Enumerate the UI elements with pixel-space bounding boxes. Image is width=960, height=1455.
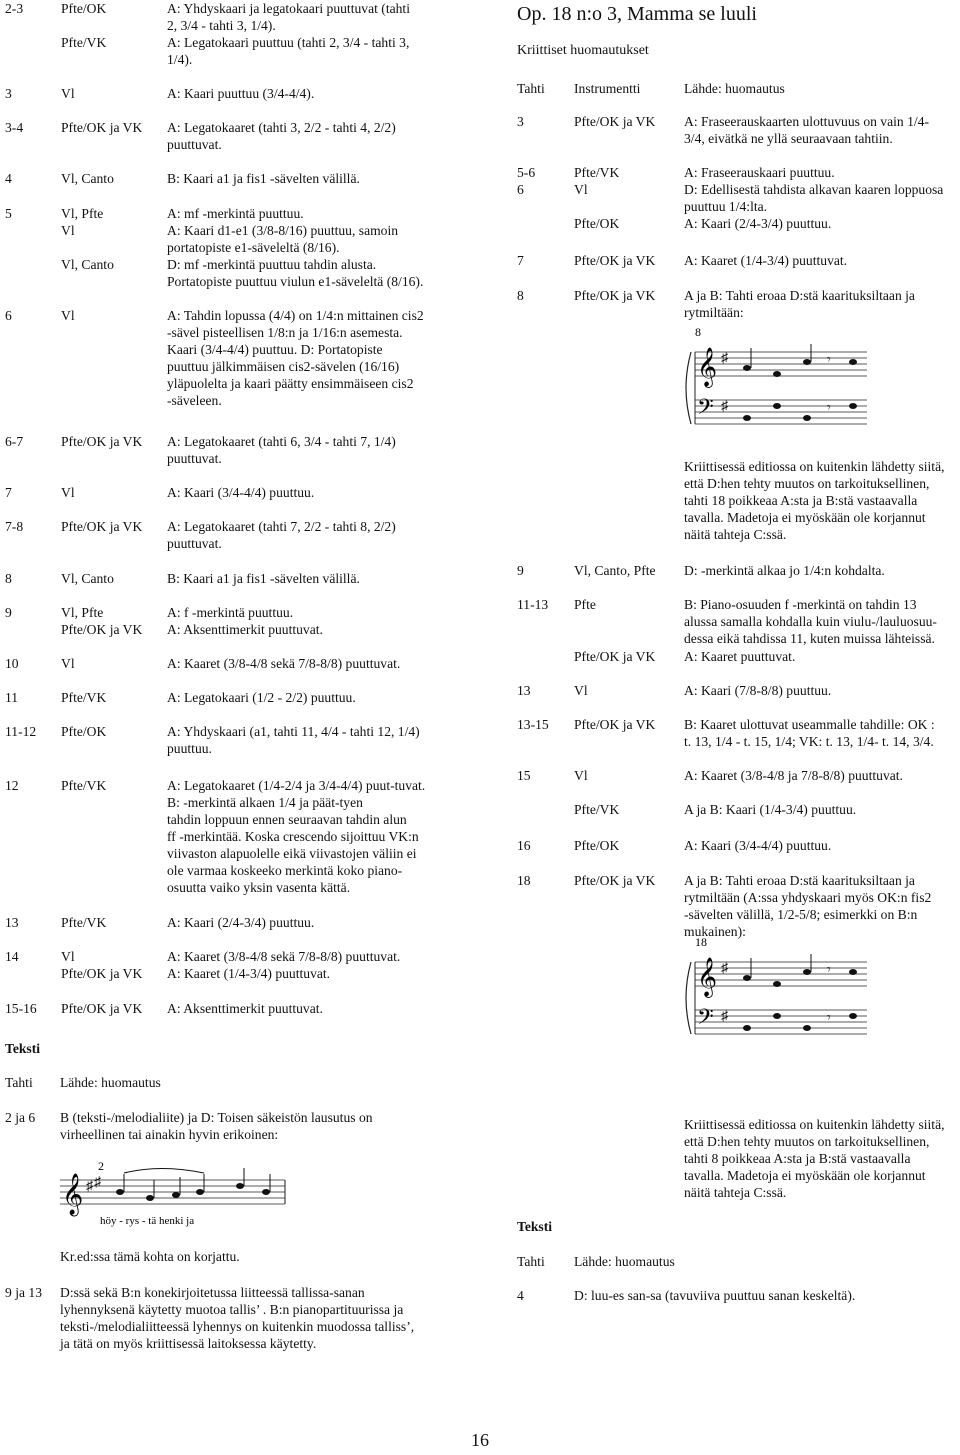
remark-line: rytmiltään: [684, 305, 744, 320]
remark [684, 113, 960, 147]
column-header-lahde: Lähde: huomautus [684, 81, 785, 96]
bar-number: 18 [517, 873, 531, 888]
remark-line: A: Kaari (2/4-3/4) puuttuu. [167, 915, 315, 930]
remark-line: A: Kaaret puuttuvat. [684, 649, 796, 664]
remark-line: D: -merkintä alkaa jo 1/4:n kohdalta. [684, 563, 885, 578]
remark [167, 170, 443, 187]
remark-line: A ja B: Tahti eroaa D:stä kaarituksiltaan ja [684, 873, 915, 888]
instrument: Pfte/VK [61, 778, 107, 793]
music-example [677, 322, 960, 432]
remark [167, 0, 443, 34]
caption-line: näitä tahteja C:ssä. [684, 1185, 787, 1200]
instrument: Pfte/OK ja VK [61, 434, 143, 449]
remark-line: A: Kaaret (3/8-4/8 sekä 7/8-8/8) puuttuvat. [167, 656, 401, 671]
instrument: Pfte/VK [574, 165, 620, 180]
remark-line: 1/4). [167, 52, 193, 67]
remark-line: puuttuvat. [167, 536, 222, 551]
remark [684, 872, 960, 940]
instrument: Pfte/VK [61, 690, 107, 705]
remark [167, 777, 443, 896]
remark-line: A: Fraseerauskaarten ulottuvuus on vain 1/4- [684, 114, 930, 129]
instrument: Pfte/OK [61, 724, 107, 739]
bar-number: 15-16 [5, 1001, 37, 1016]
remark-line: B: Kaari a1 ja fis1 -sävelten välillä. [167, 571, 360, 586]
remark-line: -sävelten välillä, 1/2-5/8; esimerkki on B:n [684, 907, 918, 922]
bar-number: 9 [5, 605, 12, 620]
remark [167, 723, 443, 757]
bar-number: 4 [5, 171, 12, 186]
svg-text:𝄾: 𝄾 [827, 963, 831, 978]
remark-line: A: mf -merkintä puuttuu. [167, 206, 304, 221]
document-title: Op. 18 n:o 3, Mamma se luuli [517, 3, 757, 25]
remark [60, 1284, 414, 1352]
caption-line: tavalla. Madetoja ei myöskään ole korjannut [684, 510, 926, 525]
remark [167, 34, 443, 68]
remark [684, 837, 960, 854]
remark-line: A: Legatokaari puuttuu (tahti 2, 3/4 - tahti 3, [167, 35, 410, 50]
correction-note: Kr.ed:ssa tämä kohta on korjattu. [60, 1249, 240, 1264]
remark-line: A: Fraseerauskaari puuttuu. [684, 165, 835, 180]
remark [167, 914, 443, 931]
section-heading: Teksti [517, 1219, 553, 1234]
remark [684, 164, 960, 181]
bar-number: 12 [5, 778, 19, 793]
remark [684, 181, 960, 215]
column-header-instrumentti: Instrumentti [574, 81, 641, 96]
remark [167, 484, 443, 501]
bar-number: 6-7 [5, 434, 24, 449]
bar-number: 7 [5, 485, 12, 500]
instrument: Pfte/OK ja VK [574, 717, 656, 732]
remark-line: puuttuu jälkimmäisen cis2-sävelen (16/16) [167, 359, 400, 374]
remark [167, 222, 443, 256]
remark-line: -säveleen. [167, 393, 222, 408]
remark-line: A: Kaari puuttuu (3/4-4/4). [167, 86, 315, 101]
remark-line: B (teksti-/melodialiite) ja D: Toisen säkeistön lausutus on [60, 1110, 373, 1125]
bar-number: 9 ja 13 [5, 1285, 42, 1300]
remark-line: 3/4, eivätkä ne yllä seuraavaan tahtiin. [684, 131, 893, 146]
remark-line: A: Kaari (3/4-4/4) puuttuu. [684, 838, 832, 853]
instrument: Vl [61, 485, 75, 500]
svg-text:𝄢: 𝄢 [697, 395, 714, 425]
remark-line: A: Legatokaaret (tahti 3, 2/2 - tahti 4, 2/2) [167, 120, 396, 135]
remark-line: B: Kaaret ulottuvat useammalle tahdille: OK : [684, 717, 935, 732]
bar-number: 7 [517, 253, 524, 268]
instrument: Pfte/OK ja VK [61, 622, 143, 637]
instrument: Vl, Canto, Pfte [574, 563, 656, 578]
remark-line: A: Kaari (3/4-4/4) puuttuu. [167, 485, 315, 500]
bar-number: 11-13 [517, 597, 549, 612]
example-caption [684, 458, 945, 543]
remark-line: dessa eikä tahdissa 11, kuten muissa lähteissä. [684, 631, 935, 646]
svg-text:♯: ♯ [721, 1009, 728, 1024]
remark-line: A ja B: Tahti eroaa D:stä kaarituksiltaan ja [684, 288, 915, 303]
bar-number: 3-4 [5, 120, 24, 135]
instrument: Pfte/VK [61, 915, 107, 930]
remark [167, 433, 443, 467]
instrument: Pfte/OK ja VK [574, 873, 656, 888]
measure-number: 2 [98, 1160, 104, 1173]
instrument: Pfte/OK ja VK [61, 120, 143, 135]
remark-line: A: Yhdyskaari (a1, tahti 11, 4/4 - tahti 12, 1/4) [167, 724, 420, 739]
remark-line: alussa samalla kohdalla kuin viulu-/lauluosuu- [684, 614, 937, 629]
remark [167, 85, 443, 102]
remark [167, 518, 443, 552]
remark-line: tahdin loppuun ennen seuraavan tahdin alun [167, 812, 407, 827]
bar-number: 7-8 [5, 519, 24, 534]
instrument: Pfte/OK [61, 1, 107, 16]
instrument: Vl, Canto [61, 571, 114, 586]
remark [167, 1000, 443, 1017]
caption-line: että D:hen tehty muutos on tarkoituksellinen, [684, 476, 930, 491]
bar-number: 2-3 [5, 1, 24, 16]
remark-line: puuttuvat. [167, 137, 222, 152]
caption-line: Kriittisessä editiossa on kuitenkin lähdetty siitä, [684, 459, 945, 474]
remark-line: ja tätä on myös kriittisessä laitoksessa käytetty. [60, 1336, 317, 1351]
remark-line: A: Aksenttimerkit puuttuvat. [167, 1001, 323, 1016]
remark [684, 682, 960, 699]
bar-number: 3 [517, 114, 524, 129]
bar-number: 5-6 [517, 165, 536, 180]
remark-line: D: mf -merkintä puuttuu tahdin alusta. [167, 257, 377, 272]
section-heading: Teksti [5, 1041, 41, 1056]
svg-text:♯: ♯ [721, 351, 728, 366]
remark [167, 119, 443, 153]
instrument: Vl [61, 656, 75, 671]
remark [167, 655, 443, 672]
remark [684, 562, 960, 579]
caption-line: näitä tahteja C:ssä. [684, 527, 787, 542]
instrument: Vl, Canto [61, 257, 114, 272]
remark-line: puuttuu 1/4:lta. [684, 199, 768, 214]
lyrics: höy - rys - tä henki ja [100, 1215, 195, 1227]
remark-line: yläpuolelta ja kaari päätty ensimmäiseen cis2 [167, 376, 414, 391]
remark [684, 648, 960, 665]
remark-line: B: Piano-osuuden f -merkintä on tahdin 13 [684, 597, 917, 612]
instrument: Vl [61, 223, 75, 238]
caption-line: tahti 8 poikkeaa A:sta ja B:stä vastaavalla [684, 1151, 911, 1166]
remark [684, 716, 960, 750]
svg-text:𝄾: 𝄾 [827, 1011, 831, 1026]
remark-line: A: Kaaret (3/8-4/8 sekä 7/8-8/8) puuttuvat. [167, 949, 401, 964]
svg-text:♯: ♯ [721, 399, 728, 414]
instrument: Pfte/VK [61, 35, 107, 50]
instrument: Pfte/OK ja VK [61, 966, 143, 981]
remark [167, 689, 443, 706]
remark-line: lyhennyksenä käytetty muotoa tallis’ . B:n pianopartituurissa ja [60, 1302, 404, 1317]
page-number: 16 [471, 1430, 489, 1450]
remark [167, 205, 443, 222]
bar-number: 16 [517, 838, 531, 853]
remark-line: A: Yhdyskaari ja legatokaari puuttuvat (tahti [167, 1, 410, 16]
bar-number: 15 [517, 768, 531, 783]
svg-text:𝄾: 𝄾 [827, 353, 831, 368]
remark-line: A: Kaaret (1/4-3/4) puuttuvat. [684, 253, 848, 268]
remark-line: portatopiste e1-säveleltä (8/16). [167, 240, 340, 255]
remark [167, 621, 443, 638]
example-caption [684, 1116, 945, 1201]
remark-line: A: Legatokaari (1/2 - 2/2) puuttuu. [167, 690, 356, 705]
remark-line: A: Kaari (7/8-8/8) puuttuu. [684, 683, 832, 698]
bar-number: 8 [517, 288, 524, 303]
remark-line: -sävel pisteellisen 1/8:n ja 1/16:n asemesta. [167, 325, 403, 340]
caption-line: että D:hen tehty muutos on tarkoituksellinen, [684, 1134, 930, 1149]
instrument: Pfte/OK [574, 216, 620, 231]
remark-line: A: Kaaret (1/4-3/4) puuttuvat. [167, 966, 331, 981]
bar-number: 14 [5, 949, 19, 964]
remark [167, 948, 443, 965]
remark [167, 307, 443, 409]
svg-text:♯: ♯ [86, 1179, 93, 1194]
instrument: Vl, Canto [61, 171, 114, 186]
column-header-tahti: Tahti [5, 1075, 33, 1090]
bar-number: 2 ja 6 [5, 1110, 36, 1125]
remark [684, 252, 960, 269]
instrument: Vl [61, 308, 75, 323]
music-example-lyrics [60, 1160, 290, 1230]
bar-number: 6 [5, 308, 12, 323]
remark-line: A: f -merkintä puuttuu. [167, 605, 294, 620]
remark [684, 767, 960, 784]
remark-line: mukainen): [684, 924, 746, 939]
remark [167, 965, 443, 982]
instrument: Pfte/OK ja VK [574, 649, 656, 664]
bar-number: 11-12 [5, 724, 37, 739]
remark [60, 1109, 373, 1143]
remark-line: A: Legatokaaret (tahti 7, 2/2 - tahti 8, 2/2) [167, 519, 396, 534]
remark-line: ff -merkintää. Koska crescendo sijoittuu VK:n [167, 829, 419, 844]
instrument: Pfte [574, 597, 596, 612]
remark-line: rytmiltään (A:ssa yhdyskaari myös OK:n fis2 [684, 890, 932, 905]
remark-line: B: -merkintä alkaen 1/4 ja päät-tyen [167, 795, 363, 810]
svg-text:♯: ♯ [94, 1175, 101, 1190]
remark-line: puuttuu. [167, 741, 212, 756]
remark-line: A: Kaari d1-e1 (3/8-8/16) puuttuu, samoin [167, 223, 399, 238]
instrument: Pfte/VK [574, 802, 620, 817]
remark [684, 801, 960, 818]
instrument: Vl, Pfte [61, 605, 104, 620]
bar-number: 11 [5, 690, 19, 705]
instrument: Pfte/OK [574, 838, 620, 853]
remark-line: A: Tahdin lopussa (4/4) on 1/4:n mittainen cis2 [167, 308, 424, 323]
remark-line: A: Aksenttimerkit puuttuvat. [167, 622, 323, 637]
svg-text:𝄞: 𝄞 [697, 957, 718, 997]
remark-line: viivaston alapuolelle eikä viivastojen väliin ei [167, 846, 417, 861]
remark-line: virheellinen tai ainakin hyvin erikoinen: [60, 1127, 279, 1142]
instrument: Vl [61, 86, 75, 101]
remark-line: A: Kaaret (3/8-4/8 ja 7/8-8/8) puuttuvat. [684, 768, 903, 783]
bar-number: 13-15 [517, 717, 549, 732]
bar-number: 6 [517, 182, 524, 197]
remark [684, 596, 960, 647]
remark-line: B: Kaari a1 ja fis1 -sävelten välillä. [167, 171, 360, 186]
svg-text:𝄢: 𝄢 [697, 1005, 714, 1035]
caption-line: tahti 18 poikkeaa A:sta ja B:stä vastaavalla [684, 493, 918, 508]
instrument: Vl [574, 182, 588, 197]
music-example [677, 932, 960, 1042]
column-header-tahti: Tahti [517, 1254, 545, 1269]
remark: D: luu-es san-sa (tavuviiva puuttuu sanan keskeltä). [574, 1288, 856, 1303]
svg-text:𝄞: 𝄞 [697, 347, 718, 387]
column-header-lahde: Lähde: huomautus [574, 1254, 675, 1269]
remark-line: teksti-/melodialiitteessä lyhennys on kuitenkin muodossa talliss’, [60, 1319, 415, 1334]
remark-line: osuutta vaiko yksin vasenta kättä. [167, 880, 351, 895]
svg-text:𝄞: 𝄞 [62, 1174, 84, 1215]
column-header-tahti: Tahti [517, 81, 545, 96]
remark [167, 570, 443, 587]
remark-line: D:ssä sekä B:n konekirjoitetussa liitteessä tallissa-sanan [60, 1285, 365, 1300]
remark [684, 287, 960, 321]
instrument: Vl, Pfte [61, 206, 104, 221]
remark-line: puuttuvat. [167, 451, 222, 466]
svg-text:♯: ♯ [721, 961, 728, 976]
instrument: Pfte/OK ja VK [574, 288, 656, 303]
remark-line: ole varmaa koskeeko merkintä koko piano- [167, 863, 403, 878]
bar-number: 10 [5, 656, 19, 671]
svg-text:𝄾: 𝄾 [827, 401, 831, 416]
remark-line: A: Kaari (2/4-3/4) puuttuu. [684, 216, 832, 231]
remark-line: 2, 3/4 - tahti 3, 1/4). [167, 18, 276, 33]
bar-number: 5 [5, 206, 12, 221]
column-header-lahde: Lähde: huomautus [60, 1075, 161, 1090]
bar-number: 3 [5, 86, 12, 101]
remark-line: A: Legatokaaret (1/4-2/4 ja 3/4-4/4) puut-tuvat. [167, 778, 426, 793]
remark [167, 256, 443, 290]
remark-line: A: Legatokaaret (tahti 6, 3/4 - tahti 7, 1/4) [167, 434, 396, 449]
instrument: Pfte/OK ja VK [574, 253, 656, 268]
instrument: Vl [574, 768, 588, 783]
bar-number: 13 [517, 683, 531, 698]
bar-number: 13 [5, 915, 19, 930]
remark-line: Kaari (3/4-4/4) puuttuu. D: Portatopiste [167, 342, 383, 357]
remark-line: Portatopiste puuttuu viulun e1-säveleltä (8/16). [167, 274, 424, 289]
remark-line: D: Edellisestä tahdista alkavan kaaren loppuosa [684, 182, 944, 197]
measure-number: 8 [695, 325, 701, 339]
subtitle: Kriittiset huomautukset [517, 43, 649, 58]
instrument: Vl [574, 683, 588, 698]
instrument: Pfte/OK ja VK [61, 519, 143, 534]
caption-line: Kriittisessä editiossa on kuitenkin lähdetty siitä, [684, 1117, 945, 1132]
remark-line: t. 13, 1/4 - t. 15, 1/4; VK: t. 13, 1/4- t. 14, 3/4. [684, 734, 934, 749]
caption-line: tavalla. Madetoja ei myöskään ole korjannut [684, 1168, 926, 1183]
bar-number: 4 [517, 1288, 524, 1303]
remark-line: A ja B: Kaari (1/4-3/4) puuttuu. [684, 802, 857, 817]
remark [167, 604, 443, 621]
instrument: Vl [61, 949, 75, 964]
bar-number: 9 [517, 563, 524, 578]
bar-number: 8 [5, 571, 12, 586]
instrument: Pfte/OK ja VK [61, 1001, 143, 1016]
measure-number: 18 [695, 935, 707, 949]
instrument: Pfte/OK ja VK [574, 114, 656, 129]
remark [684, 215, 960, 232]
